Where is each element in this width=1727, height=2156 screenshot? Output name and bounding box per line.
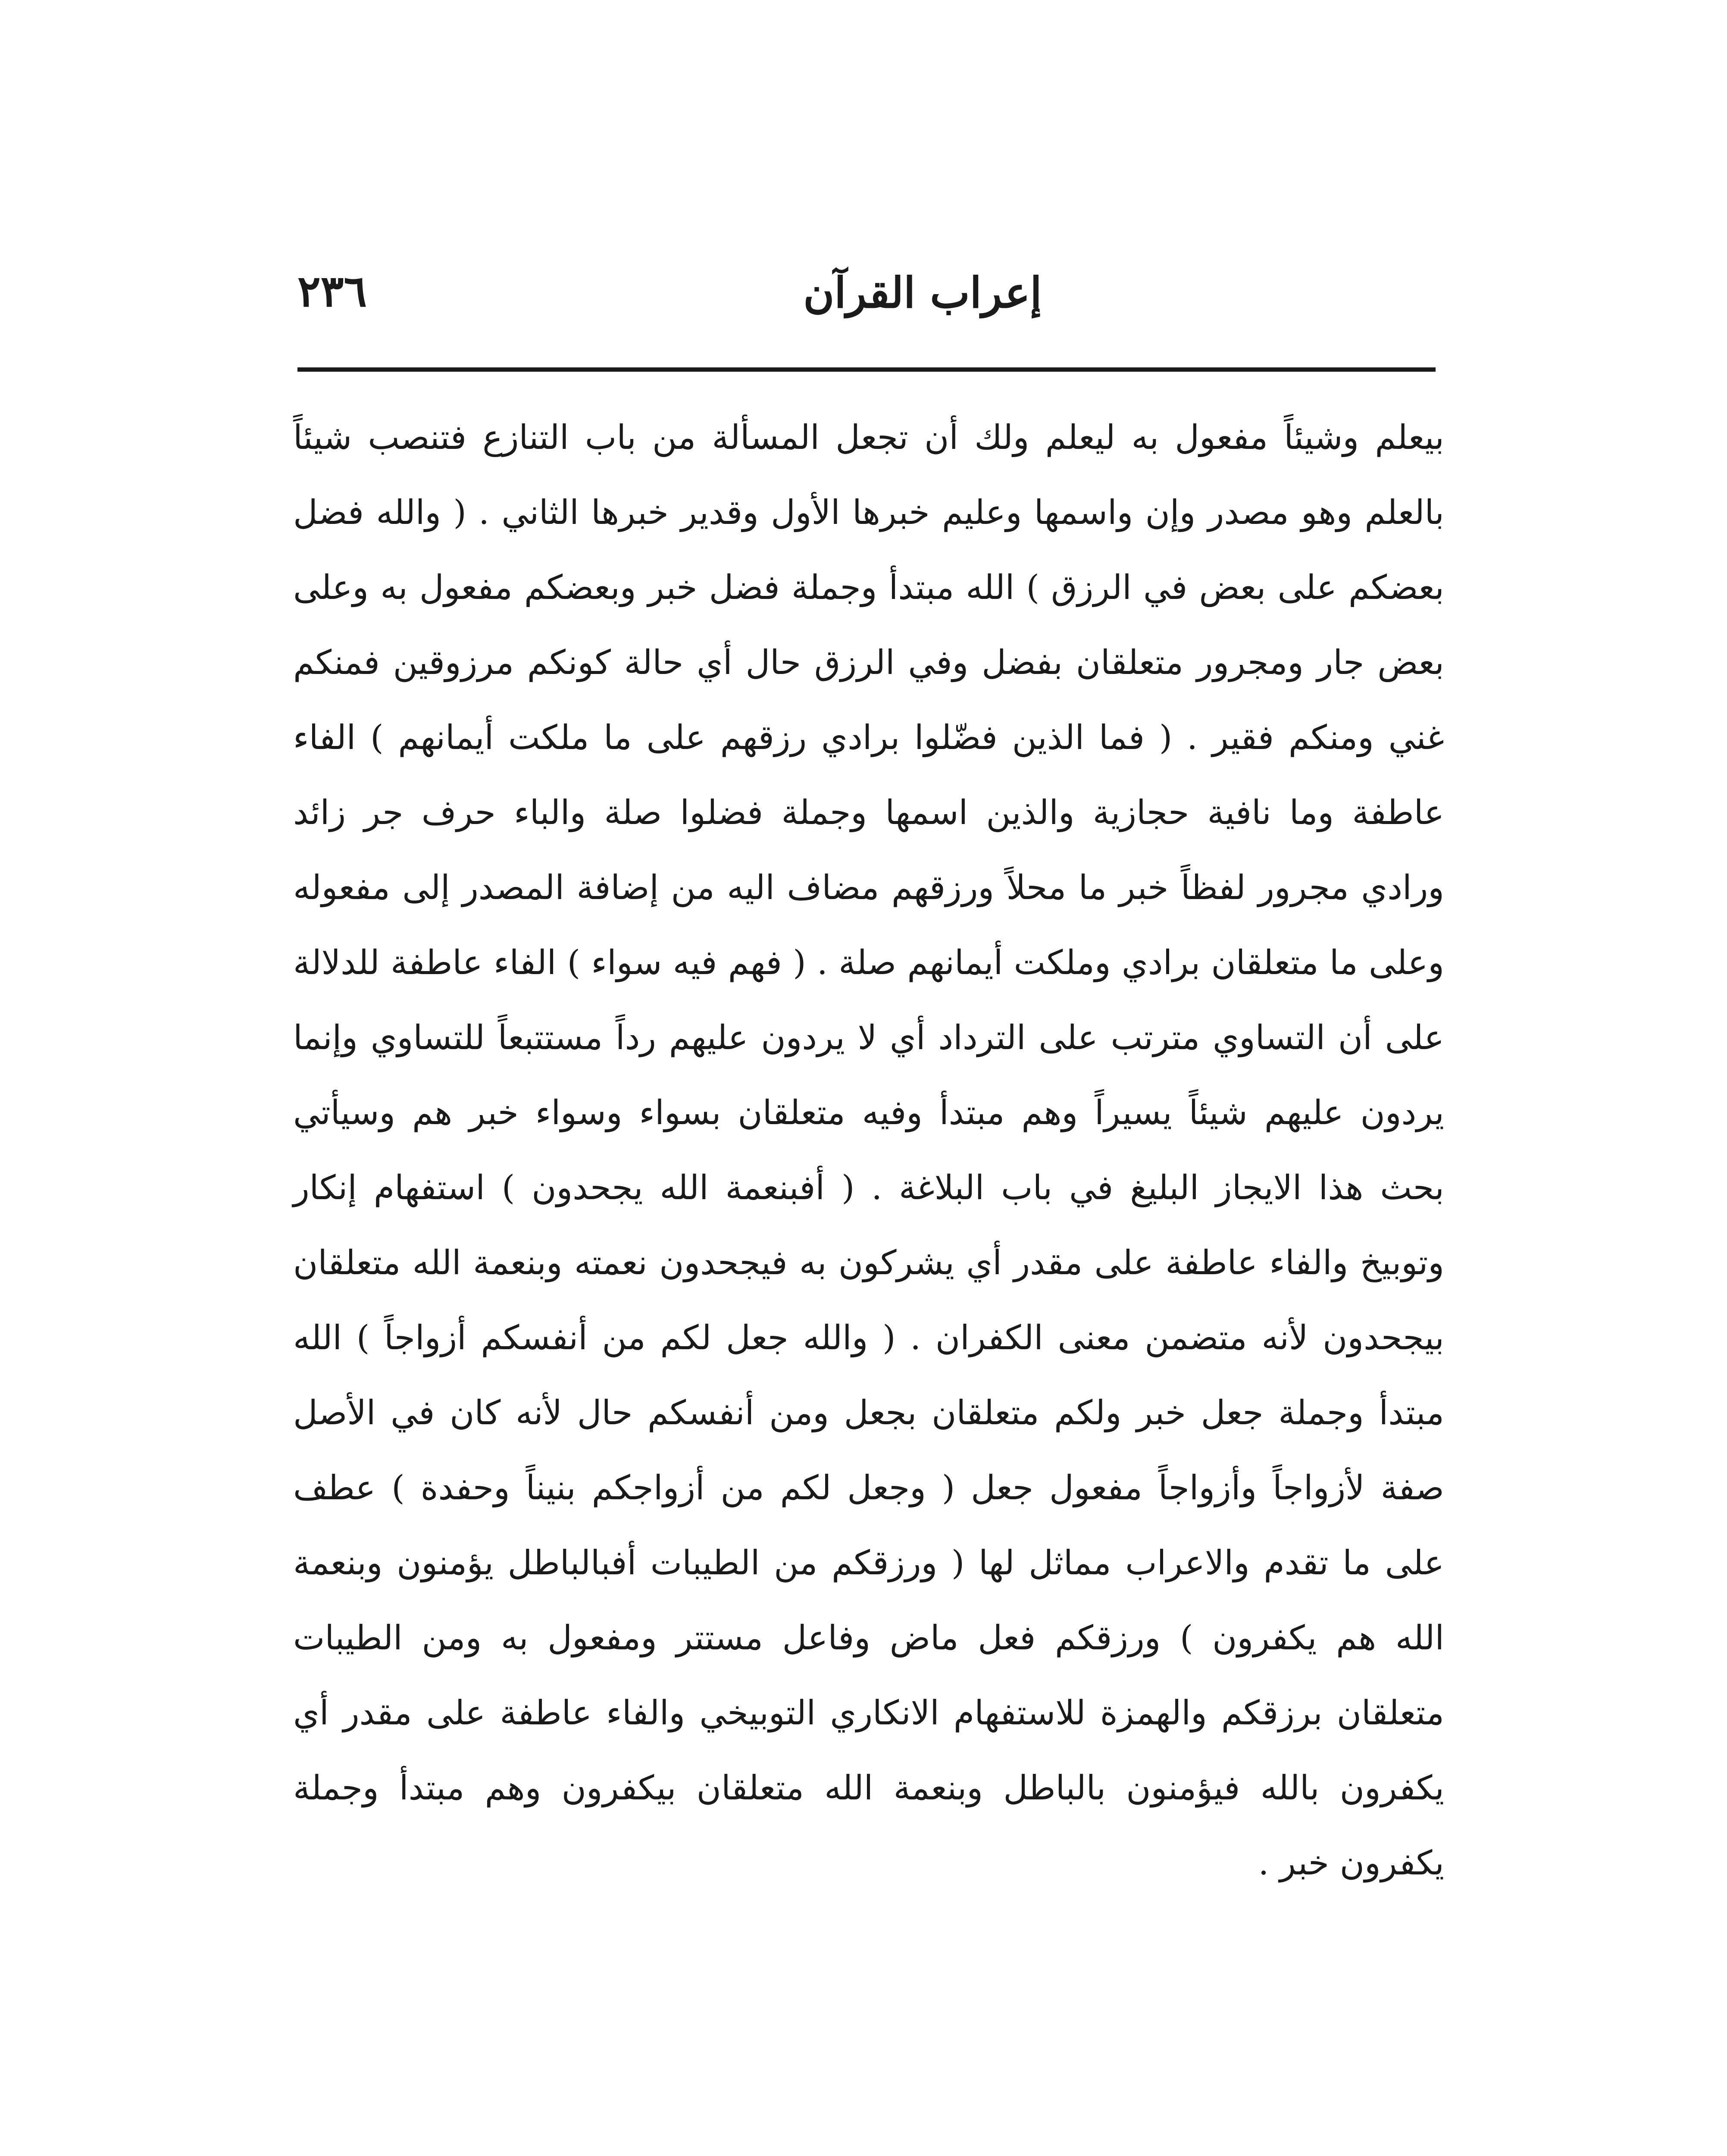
page-title: إعراب القرآن — [803, 268, 1042, 318]
page-header — [297, 254, 1436, 332]
page-number: ٢٣٦ — [297, 266, 367, 317]
page-body — [293, 400, 1444, 1901]
header-divider — [297, 367, 1436, 372]
body-paragraph: بيعلم وشيئاً مفعول به ليعلم ولك أن تجعل المسألة من باب التنازع فتنصب شيئاً بالعلم وهو مصدر وإن واسمها وعليم خبرها الأول وقدير خبرها الثاني . ( والله فضل بعضكم على بعض في الرزق ) الله مبتدأ وجملة فضل خبر وبعضكم مفعول به وعلى بعض جار ومجرور متعلقان بفضل وفي الرزق حال أي حالة كونكم مرزوقين فمنكم غني ومنكم فقير . ( فما الذين فضّلوا برادي رزقهم على ما ملكت أيمانهم ) الفاء عاطفة وما نافية حجازية والذين اسمها وجملة فضلوا صلة والباء حرف جر زائد ورادي مجرور لفظاً خبر ما محلاً ورزقهم مضاف اليه من إضافة المصدر إلى مفعوله وعلى ما متعلقان برادي وملكت أيمانهم صلة . ( فهم فيه سواء ) الفاء عاطفة للدلالة على أن التساوي مترتب على الترداد أي لا يردون عليهم رداً مستتبعاً للتساوي وإنما يردون عليهم شيئاً يسيراً وهم مبتدأ وفيه متعلقان بسواء وسواء خبر هم وسيأتي بحث هذا الايجاز البليغ في باب البلاغة . ( أفبنعمة الله يجحدون ) استفهام إنكار وتوبيخ والفاء عاطفة على مقدر أي يشركون به فيجحدون نعمته وبنعمة الله متعلقان بيجحدون لأنه متضمن معنى الكفران . ( والله جعل لكم من أنفسكم أزواجاً ) الله مبتدأ وجملة جعل خبر ولكم متعلقان بجعل ومن أنفسكم حال لأنه كان في الأصل صفة لأزواجاً وأزواجاً مفعول جعل ( وجعل لكم من أزواجكم بنيناً وحفدة ) عطف على ما تقدم والاعراب مماثل لها ( ورزقكم من الطيبات أفبالباطل يؤمنون وبنعمة الله هم يكفرون ) ورزقكم فعل ماض وفاعل مستتر ومفعول به ومن الطيبات متعلقان برزقكم والهمزة للاستفهام الانكاري التوبيخي والفاء عاطفة على مقدر أي يكفرون بالله فيؤمنون بالباطل وبنعمة الله متعلقان بيكفرون وهم مبتدأ وجملة يكفرون خبر . — [293, 418, 1444, 1883]
